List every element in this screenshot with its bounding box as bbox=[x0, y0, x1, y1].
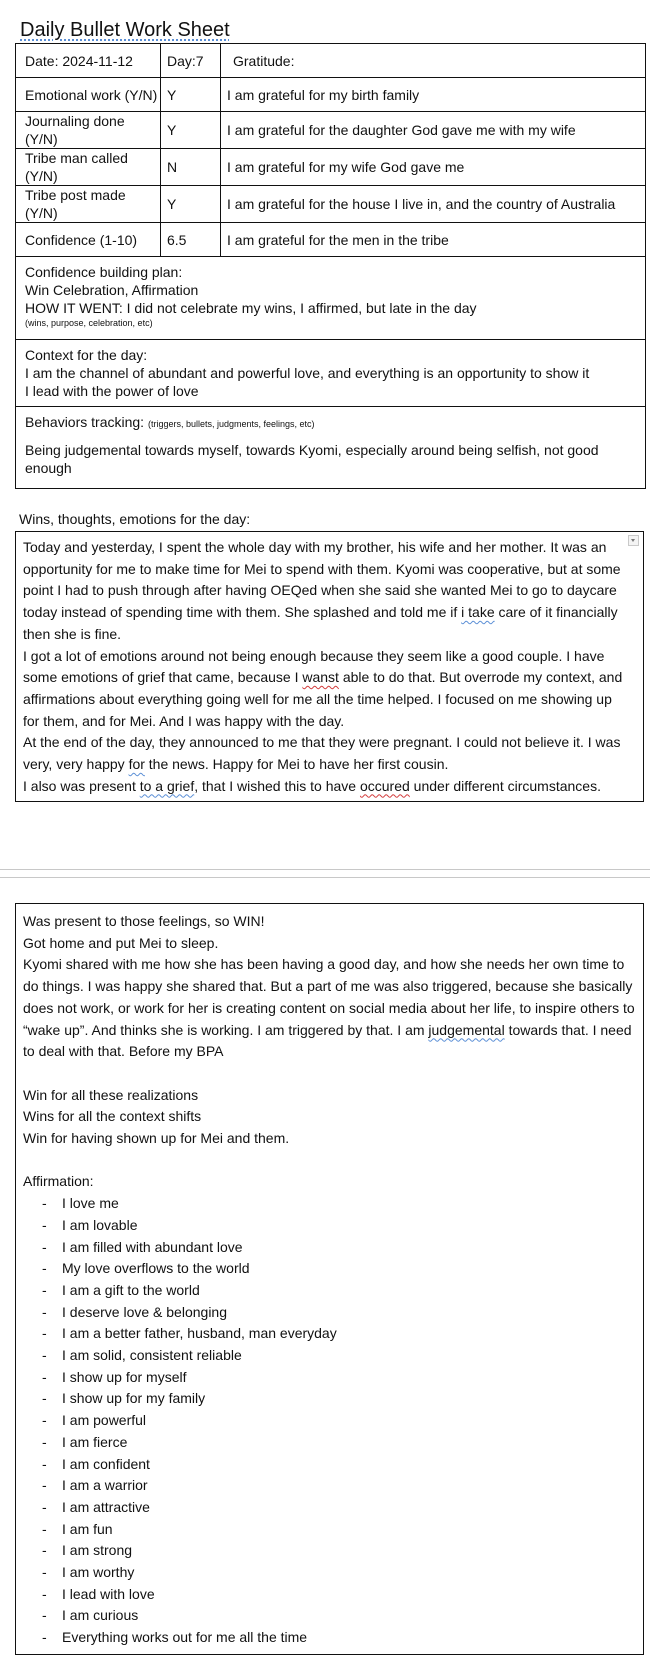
table-row bbox=[16, 223, 646, 257]
grammar-flag[interactable]: i take bbox=[461, 604, 495, 621]
row-value[interactable]: Y bbox=[161, 112, 221, 149]
affirmation-item bbox=[23, 1237, 635, 1259]
affirmation-list bbox=[23, 1193, 635, 1649]
text-run: I also was present bbox=[23, 777, 140, 794]
row-value[interactable]: Y bbox=[161, 186, 221, 223]
plan-row bbox=[16, 257, 646, 340]
spelling-flag[interactable]: wanst bbox=[302, 669, 339, 686]
gratitude-entry[interactable]: I am grateful for the men in the tribe bbox=[221, 223, 646, 257]
affirmation-item bbox=[23, 1388, 635, 1410]
confidence-plan-cell[interactable] bbox=[16, 257, 646, 340]
affirmation-text: I am fierce bbox=[62, 1433, 128, 1450]
affirmation-item bbox=[23, 1280, 635, 1302]
text-run: towards that. I need to deal with that. Before my BPA bbox=[23, 1021, 632, 1060]
wins-paragraph bbox=[23, 646, 623, 733]
affirmation-text: I am curious bbox=[62, 1607, 139, 1624]
text-run: able to do that. But overrode my context, and affirmations about everything going well for me all the time helped. I focused on me showing up for them, and for Mei. And I was happy with the day. bbox=[23, 669, 623, 729]
context-heading: Context for the day: bbox=[25, 347, 148, 363]
dash-bullet-icon: - bbox=[42, 1195, 47, 1212]
dash-bullet-icon: - bbox=[42, 1238, 47, 1255]
affirmation-text: I lead with love bbox=[62, 1585, 155, 1602]
text-run: under different circumstances. bbox=[409, 777, 601, 794]
page-break-line bbox=[0, 869, 650, 870]
affirmation-item bbox=[23, 1627, 635, 1649]
affirmation-text: I love me bbox=[62, 1195, 119, 1212]
affirmation-text: I am a gift to the world bbox=[62, 1281, 200, 1298]
affirmation-text: I am lovable bbox=[62, 1216, 138, 1233]
plan-heading: Confidence building plan: bbox=[25, 264, 183, 280]
affirmation-text: I am confident bbox=[62, 1455, 150, 1472]
dash-bullet-icon: - bbox=[42, 1542, 47, 1559]
affirmation-item bbox=[23, 1323, 635, 1345]
behaviors-hint: (triggers, bullets, judgments, feelings, etc) bbox=[147, 419, 315, 429]
affirmation-text: I am strong bbox=[62, 1542, 133, 1559]
affirmation-text: I am solid, consistent reliable bbox=[62, 1347, 242, 1364]
table-row bbox=[16, 78, 646, 112]
day-cell[interactable]: Day:7 bbox=[161, 44, 221, 78]
affirmation-item bbox=[23, 1562, 635, 1584]
date-cell[interactable]: Date: 2024-11-12 bbox=[16, 44, 161, 78]
table-row bbox=[16, 186, 646, 223]
row-label[interactable]: Tribe post made (Y/N) bbox=[16, 186, 161, 223]
context-line: I am the channel of abundant and powerful love, and everything is an opportunity to show it bbox=[25, 365, 590, 381]
wins-text-box[interactable] bbox=[15, 531, 644, 802]
dash-bullet-icon: - bbox=[42, 1303, 47, 1320]
affirmation-item bbox=[23, 1258, 635, 1280]
gratitude-entry[interactable]: I am grateful for my wife God gave me bbox=[221, 149, 646, 186]
text-run: Today and yesterday, I spent the whole day with my brother, his wife and her mother. It was an opportunity for me to make time for Mei to spend with them. Kyomi was cooperative, but at some point I had to push through after having OEQed when she said she wanted Mei to go to daycare today instead of spending time with them. She splashed and told me if bbox=[23, 539, 621, 621]
plan-hint: (wins, purpose, celebration, etc) bbox=[25, 318, 153, 328]
affirmation-item bbox=[23, 1215, 635, 1237]
gratitude-entry[interactable]: I am grateful for the daughter God gave me with my wife bbox=[221, 112, 646, 149]
affirmation-item bbox=[23, 1605, 635, 1627]
affirmation-item bbox=[23, 1345, 635, 1367]
plan-result: HOW IT WENT: I did not celebrate my wins, I affirmed, but late in the day bbox=[25, 300, 477, 316]
dash-bullet-icon: - bbox=[42, 1629, 47, 1646]
grammar-flag[interactable]: for bbox=[128, 756, 145, 773]
row-value[interactable]: 6.5 bbox=[161, 223, 221, 257]
row-label[interactable]: Tribe man called (Y/N) bbox=[16, 149, 161, 186]
dash-bullet-icon: - bbox=[42, 1281, 47, 1298]
dash-bullet-icon: - bbox=[42, 1347, 47, 1364]
dash-bullet-icon: - bbox=[42, 1455, 47, 1472]
row-label[interactable]: Confidence (1-10) bbox=[16, 223, 161, 257]
affirmation-item bbox=[23, 1410, 635, 1432]
text-run: I got a lot of emotions around not being enough because they seem like a good couple. I have some emotions of grief that came, because I bbox=[23, 647, 605, 686]
dash-bullet-icon: - bbox=[42, 1607, 47, 1624]
page-title: Daily Bullet Work Sheet bbox=[20, 19, 230, 41]
page-break-line bbox=[0, 877, 650, 878]
dash-bullet-icon: - bbox=[42, 1585, 47, 1602]
wins-paragraph bbox=[23, 537, 623, 646]
affirmation-item bbox=[23, 1367, 635, 1389]
affirmation-text: I am a warrior bbox=[62, 1477, 148, 1494]
dash-bullet-icon: - bbox=[42, 1520, 47, 1537]
affirmation-text: I deserve love & belonging bbox=[62, 1303, 227, 1320]
worksheet-table bbox=[15, 43, 646, 489]
gratitude-entry[interactable]: I am grateful for the house I live in, and the country of Australia bbox=[221, 186, 646, 223]
table-header-row bbox=[16, 44, 646, 78]
text-run: the news. Happy for Mei to have her first cousin. bbox=[144, 756, 449, 773]
gratitude-entry[interactable]: I am grateful for my birth family bbox=[221, 78, 646, 112]
dash-bullet-icon: - bbox=[42, 1433, 47, 1450]
affirmation-text: I show up for my family bbox=[62, 1390, 206, 1407]
dash-bullet-icon: - bbox=[42, 1412, 47, 1429]
affirmation-text: I am fun bbox=[62, 1520, 113, 1537]
dash-bullet-icon: - bbox=[42, 1390, 47, 1407]
affirmation-item bbox=[23, 1540, 635, 1562]
win-line: Wins for all the context shifts bbox=[23, 1108, 202, 1125]
affirmation-text: I am a better father, husband, man everyday bbox=[62, 1325, 337, 1342]
continued-line: Was present to those feelings, so WIN! bbox=[23, 913, 265, 929]
dash-bullet-icon: - bbox=[42, 1216, 47, 1233]
context-line: I lead with the power of love bbox=[25, 383, 199, 399]
dash-bullet-icon: - bbox=[42, 1368, 47, 1385]
spelling-flag[interactable]: occured bbox=[359, 777, 410, 794]
context-row bbox=[16, 340, 646, 407]
continued-paragraph bbox=[23, 954, 635, 1063]
affirmation-text: Everything works out for me all the time bbox=[62, 1629, 308, 1646]
dash-bullet-icon: - bbox=[42, 1325, 47, 1342]
row-label[interactable]: Emotional work (Y/N) bbox=[16, 78, 161, 112]
chevron-down-icon[interactable] bbox=[628, 535, 639, 546]
affirmation-item bbox=[23, 1584, 635, 1606]
behaviors-heading: Behaviors tracking: bbox=[25, 414, 148, 430]
affirmation-heading: Affirmation: bbox=[23, 1173, 94, 1190]
continued-text-box[interactable] bbox=[15, 903, 644, 1655]
affirmation-text: I show up for myself bbox=[62, 1368, 187, 1385]
text-run: , that I wished this to have bbox=[194, 777, 360, 794]
behaviors-cell[interactable] bbox=[16, 407, 646, 489]
behaviors-text: Being judgemental towards myself, towards Kyomi, especially around being selfish, not good enough bbox=[25, 442, 599, 476]
wins-paragraph bbox=[23, 776, 623, 798]
affirmation-text: I am attractive bbox=[62, 1498, 150, 1515]
affirmation-text: I am powerful bbox=[62, 1412, 147, 1429]
table-row bbox=[16, 149, 646, 186]
win-line: Win for having shown up for Mei and them. bbox=[23, 1130, 290, 1147]
row-label[interactable]: Journaling done (Y/N) bbox=[16, 112, 161, 149]
dash-bullet-icon: - bbox=[42, 1477, 47, 1494]
dash-bullet-icon: - bbox=[42, 1260, 47, 1277]
wins-paragraph bbox=[23, 732, 623, 775]
gratitude-header[interactable]: Gratitude: bbox=[221, 44, 646, 78]
continued-line: Got home and put Mei to sleep. bbox=[23, 934, 219, 951]
affirmation-text: My love overflows to the world bbox=[62, 1260, 250, 1277]
dash-bullet-icon: - bbox=[42, 1564, 47, 1581]
grammar-flag[interactable]: judgemental bbox=[428, 1021, 505, 1038]
affirmation-item bbox=[23, 1432, 635, 1454]
affirmation-item bbox=[23, 1454, 635, 1476]
affirmation-item bbox=[23, 1519, 635, 1541]
table-row bbox=[16, 112, 646, 149]
behaviors-row bbox=[16, 407, 646, 489]
wins-label: Wins, thoughts, emotions for the day: bbox=[19, 511, 251, 527]
row-value[interactable]: Y bbox=[161, 78, 221, 112]
win-line: Win for all these realizations bbox=[23, 1086, 199, 1103]
text-run: care of it financially then she is fine. bbox=[23, 604, 618, 642]
affirmation-item bbox=[23, 1497, 635, 1519]
dash-bullet-icon: - bbox=[42, 1498, 47, 1515]
affirmation-item bbox=[23, 1302, 635, 1324]
plan-line: Win Celebration, Affirmation bbox=[25, 282, 199, 298]
affirmation-text: I am worthy bbox=[62, 1564, 135, 1581]
affirmation-text: I am filled with abundant love bbox=[62, 1238, 243, 1255]
row-value[interactable]: N bbox=[161, 149, 221, 186]
grammar-flag[interactable]: to a grief bbox=[139, 777, 195, 794]
text-run: Kyomi shared with me how she has been having a good day, and how she needs her own time to do things. I was happy she shared that. But a part of me was also triggered, because she basically does not work, or work for her is creating content on social media about her life, to inspire others to “wake up”. And thinks she is working. I am triggered by that. I am bbox=[23, 956, 635, 1038]
context-cell[interactable] bbox=[16, 340, 646, 407]
affirmation-item bbox=[23, 1475, 635, 1497]
text-run: At the end of the day, they announced to me that they were pregnant. I could not believe it. I was very, very happy bbox=[23, 734, 621, 773]
affirmation-item bbox=[23, 1193, 635, 1215]
